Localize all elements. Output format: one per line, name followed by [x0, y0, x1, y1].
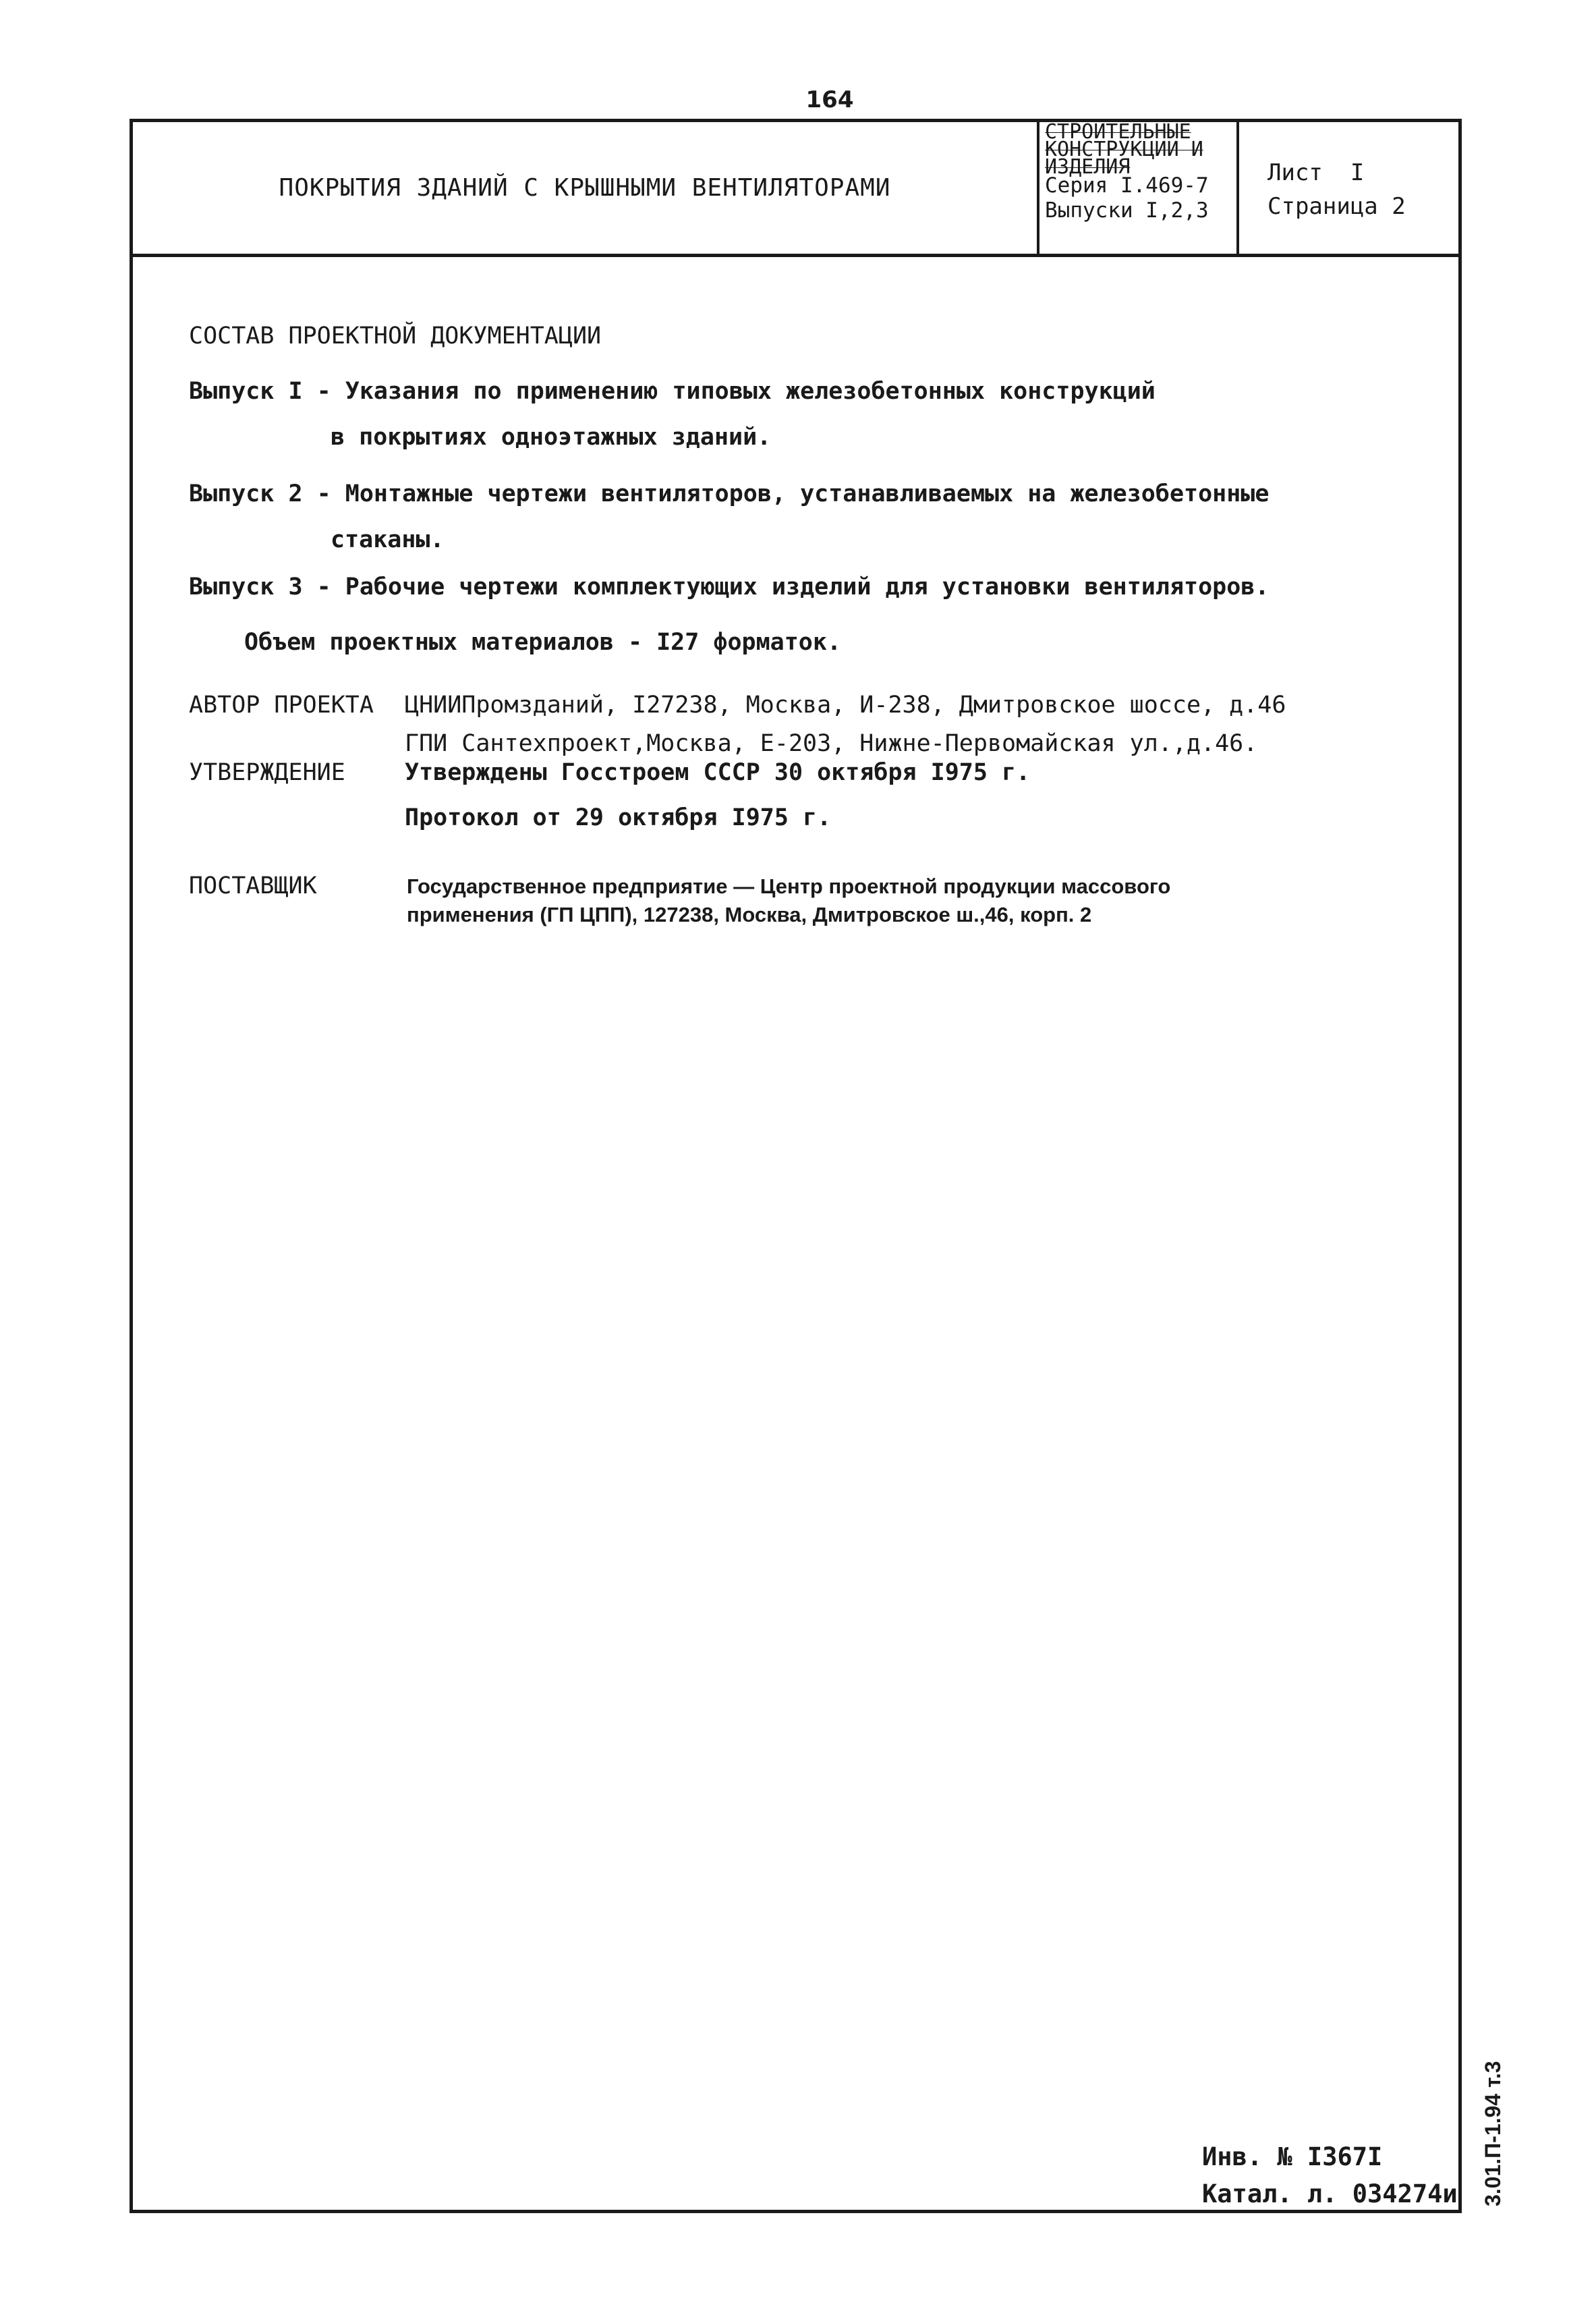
- side-code: 3.01.П-1.94 т.3: [1481, 2061, 1505, 2206]
- author-line-2: ГПИ Сантехпроект,Москва, Е-203, Нижне-Первомайская ул.,д.46.: [405, 730, 1258, 757]
- issue-3-line-1: Выпуск 3 - Рабочие чертежи комплектующих изделий для установки вентиляторов.: [189, 574, 1270, 601]
- document-title: ПОКРЫТИЯ ЗДАНИЙ С КРЫШНЫМИ ВЕНТИЛЯТОРАМИ: [279, 174, 891, 202]
- inventory-number: Инв. № I367I: [1202, 2142, 1383, 2171]
- issue-1-line-2: в покрытиях одноэтажных зданий.: [331, 424, 772, 451]
- section-heading: СОСТАВ ПРОЕКТНОЙ ДОКУМЕНТАЦИИ: [189, 323, 602, 350]
- author-label: АВТОР ПРОЕКТА: [189, 692, 374, 719]
- series-line-3: ИЗДЕЛИЯ: [1045, 155, 1131, 179]
- catalog-number: Катал. л. 034274и: [1202, 2179, 1458, 2208]
- page-number: 164: [805, 86, 854, 113]
- volume-note: Объем проектных материалов - I27 форматок.: [244, 629, 842, 656]
- approval-line-2: Протокол от 29 октября I975 г.: [405, 804, 832, 831]
- issue-2-line-1: Выпуск 2 - Монтажные чертежи вентиляторов, устанавливаемых на железобетонные: [189, 480, 1270, 507]
- issue-2-line-2: стаканы.: [331, 526, 445, 553]
- series-line-1: СТРОИТЕЛЬНЫЕ: [1045, 120, 1191, 144]
- supplier-text: Государственное предприятие — Центр проектной продукции массового применения (ГП ЦПП), 127238, Москва, Дмитровское ш.,46, корп. 2: [407, 874, 1171, 926]
- issue-1-line-1: Выпуск I - Указания по применению типовых железобетонных конструкций: [189, 378, 1156, 405]
- approval-label: УТВЕРЖДЕНИЕ: [189, 759, 345, 786]
- sheet-number: Лист I: [1267, 159, 1365, 186]
- drawing-frame: [130, 119, 1462, 2213]
- series-line-2: КОНСТРУКЦИИ И: [1045, 138, 1203, 161]
- supplier-label: ПОСТАВЩИК: [189, 872, 317, 899]
- approval-line-1: Утверждены Госстроем СССР 30 октября I975 г.: [405, 759, 1031, 786]
- series-issues: Выпуски I,2,3: [1045, 198, 1209, 223]
- sheet-block: [1239, 122, 1462, 254]
- author-line-1: ЦНИИПромзданий, I27238, Москва, И-238, Дмитровское шоссе, д.46: [405, 692, 1286, 719]
- title-block: [133, 122, 1458, 257]
- series-number: Серия I.469-7: [1045, 173, 1209, 198]
- series-block: [1037, 122, 1239, 254]
- page-label: Страница 2: [1267, 193, 1406, 220]
